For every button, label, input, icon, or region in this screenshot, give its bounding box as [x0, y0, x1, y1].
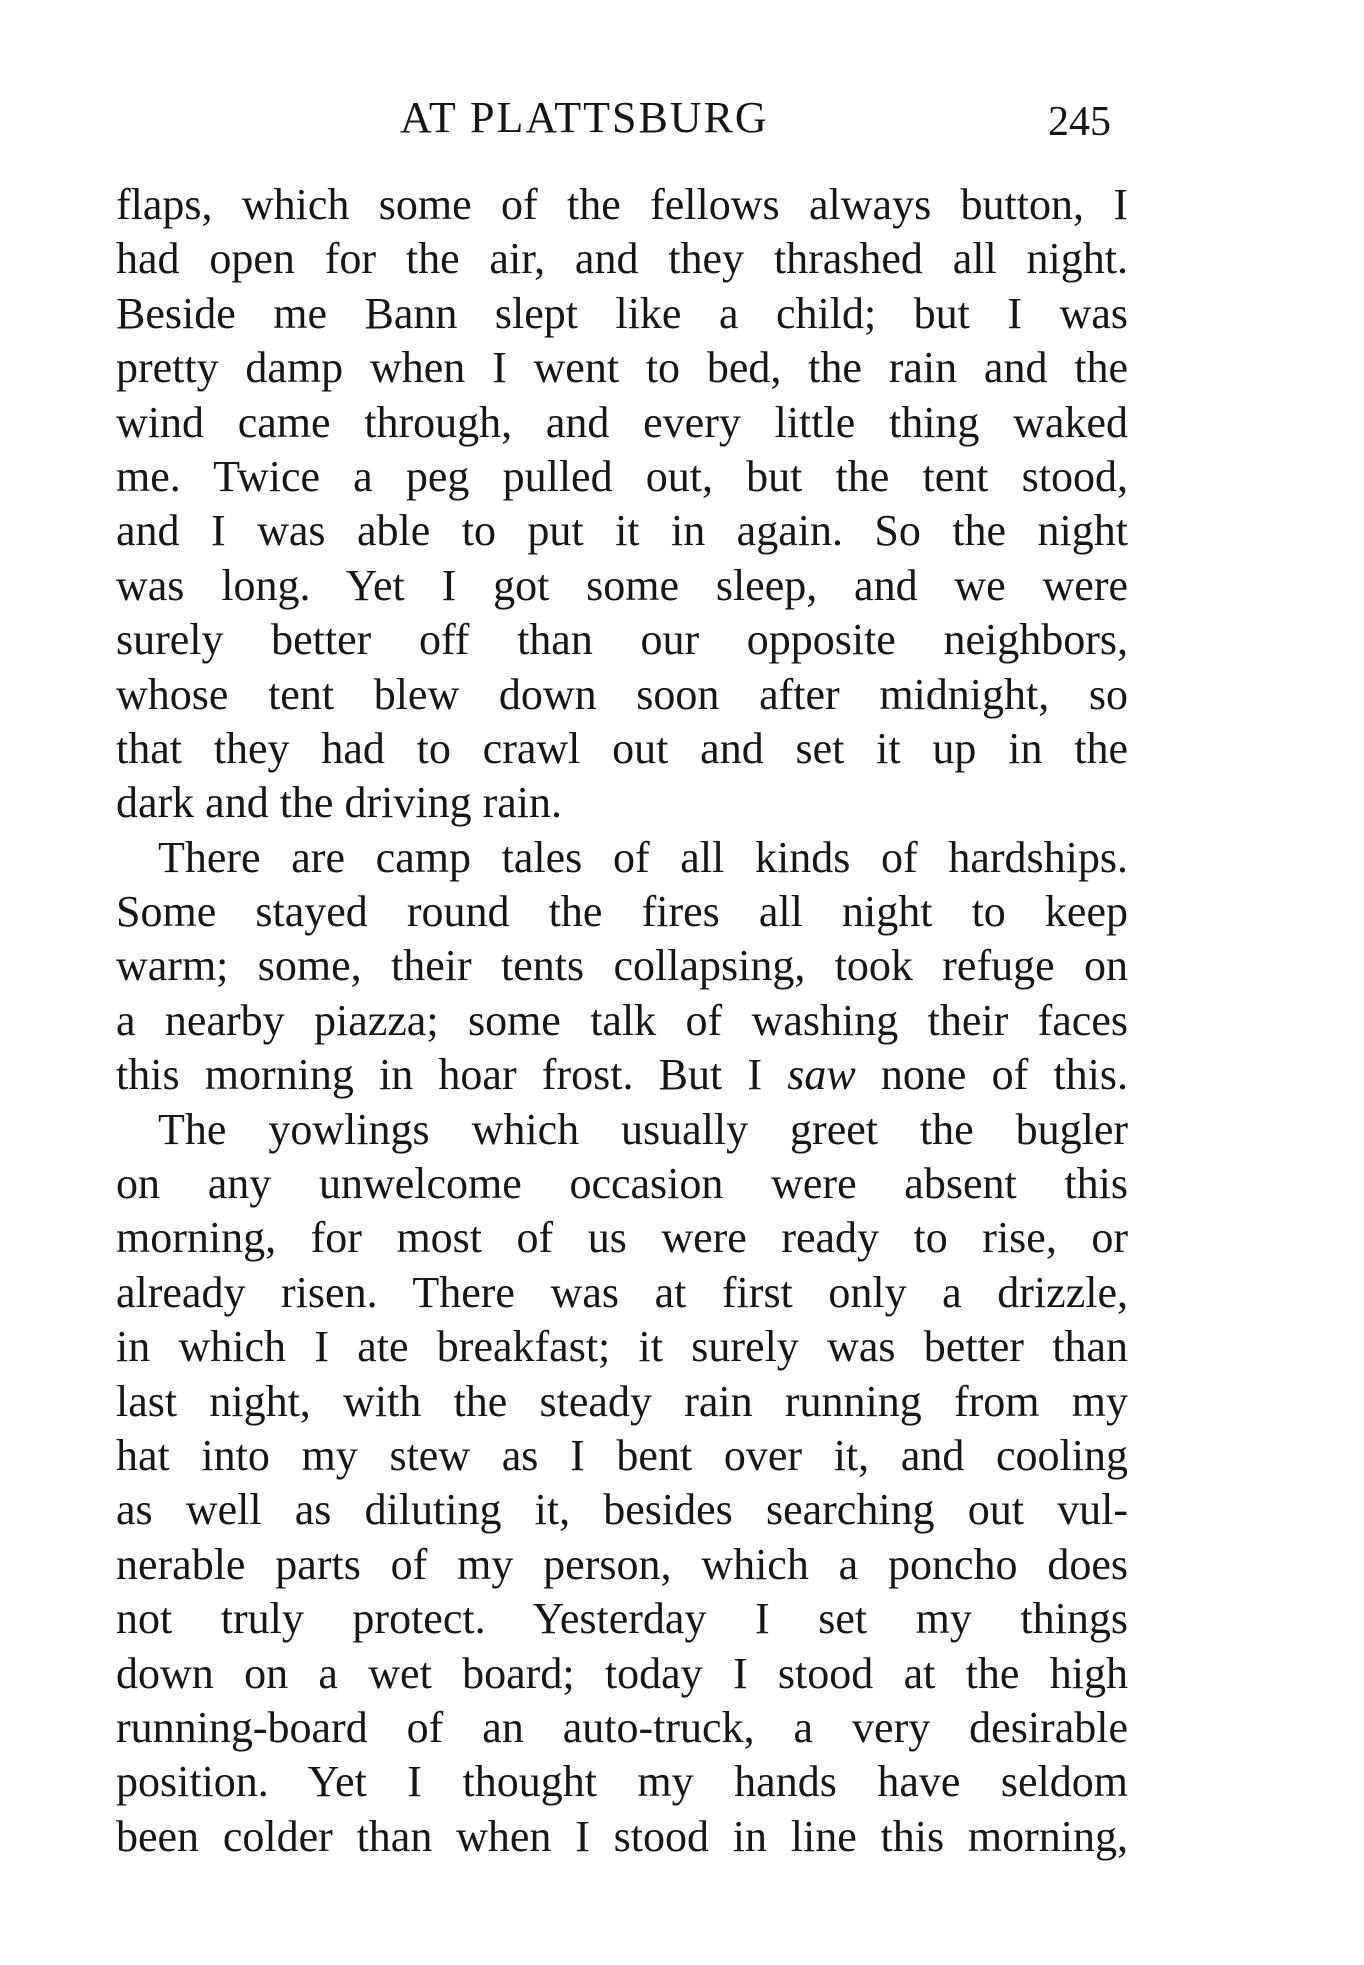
text-line: whose tent blew down soon after midnight, so — [116, 669, 1128, 719]
text-line: dark and the driving rain. — [116, 778, 562, 828]
text-line: already risen. There was at first only a drizzle, — [116, 1267, 1128, 1317]
running-title: AT PLATTSBURG — [400, 93, 769, 142]
italic-word: saw — [787, 1050, 856, 1100]
text-line: in which I ate breakfast; it surely was better than — [116, 1322, 1128, 1372]
text-line: was long. Yet I got some sleep, and we were — [116, 560, 1128, 610]
text-line: warm; some, their tents collapsing, took refuge on — [116, 941, 1128, 991]
text-line: and I was able to put it in again. So the night — [116, 506, 1128, 556]
text-line: been colder than when I stood in line this morning, — [116, 1811, 1128, 1861]
text-line: had open for the air, and they thrashed all night. — [116, 234, 1128, 284]
text-line: nerable parts of my person, which a poncho does — [116, 1539, 1128, 1589]
text-line: Beside me Bann slept like a child; but I was — [116, 288, 1128, 338]
text-line: as well as diluting it, besides searching out vul- — [116, 1485, 1128, 1535]
body-text — [116, 178, 1128, 1864]
text-line — [116, 1048, 1128, 1102]
text-line: The yowlings which usually greet the bugler — [158, 1104, 1128, 1154]
text-line: running-board of an auto-truck, a very desirable — [116, 1702, 1128, 1752]
text-line: on any unwelcome occasion were absent this — [116, 1159, 1128, 1209]
text-line: me. Twice a peg pulled out, but the tent stood, — [116, 451, 1128, 501]
text-line: a nearby piazza; some talk of washing their faces — [116, 995, 1128, 1045]
text-line: last night, with the steady rain running from my — [116, 1376, 1128, 1426]
text-line: flaps, which some of the fellows always button, I — [116, 180, 1128, 229]
page-number: 245 — [1048, 99, 1111, 145]
text-line: surely better off than our opposite neighbors, — [116, 615, 1128, 665]
text-line: hat into my stew as I bent over it, and cooling — [116, 1430, 1128, 1480]
text-line: morning, for most of us were ready to rise, or — [116, 1213, 1128, 1263]
text-segment: this morning in hoar frost. But I — [116, 1050, 788, 1100]
text-line: There are camp tales of all kinds of hardships. — [158, 832, 1128, 882]
text-line: down on a wet board; today I stood at the high — [116, 1648, 1128, 1698]
text-line: that they had to crawl out and set it up in the — [116, 723, 1128, 773]
text-segment: none of this. — [855, 1050, 1128, 1100]
text-line: wind came through, and every little thing waked — [116, 397, 1128, 447]
text-line: not truly protect. Yesterday I set my things — [116, 1594, 1128, 1644]
running-head — [0, 88, 1364, 148]
text-line: pretty damp when I went to bed, the rain and the — [116, 343, 1128, 393]
text-line: Some stayed round the fires all night to keep — [116, 887, 1128, 937]
text-line: position. Yet I thought my hands have seldom — [116, 1757, 1128, 1807]
